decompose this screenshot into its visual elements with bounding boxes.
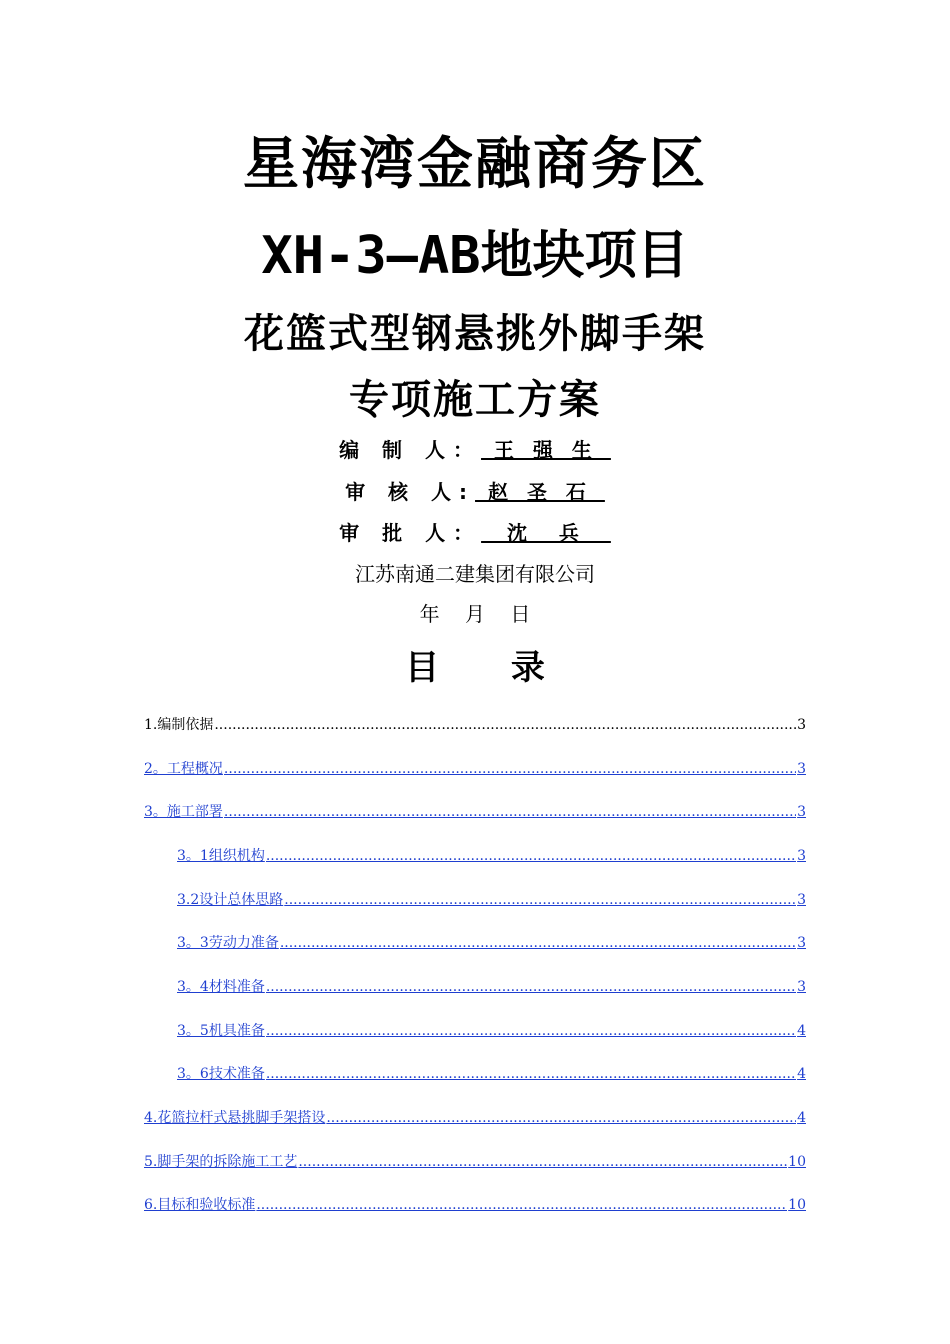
toc-entry[interactable] <box>177 846 806 866</box>
toc-entry-label: 3。施工部署 <box>144 804 223 820</box>
toc-entry[interactable] <box>177 1064 806 1084</box>
toc-entry-label: 3。4材料准备 <box>177 979 265 995</box>
toc-entry[interactable] <box>177 977 806 997</box>
toc-entry-label: 3。5机具准备 <box>177 1023 265 1039</box>
toc-entry-page: 10 <box>788 1197 806 1213</box>
cover-title-line-3: 花篮式型钢悬挑外脚手架 <box>244 310 706 357</box>
signature-compiler <box>0 436 950 464</box>
toc-entry-page: 3 <box>797 935 806 951</box>
toc-entry-page: 3 <box>797 717 806 733</box>
toc-entry-page: 4 <box>797 1066 806 1082</box>
toc-leader-dots <box>266 1021 796 1041</box>
toc-leader-dots <box>214 715 796 735</box>
toc-entry-label: 6.目标和验收标准 <box>144 1197 256 1213</box>
toc-entry <box>144 715 806 735</box>
toc-leader-dots <box>266 846 796 866</box>
toc-entry-page: 4 <box>797 1110 806 1126</box>
company-name: 江苏南通二建集团有限公司 <box>355 562 595 586</box>
toc-leader-dots <box>298 1152 787 1172</box>
cover-title-line-2: XH-3—AB地块项目 <box>261 226 689 286</box>
signature-reviewer <box>0 478 950 506</box>
toc-entry[interactable] <box>177 1021 806 1041</box>
toc-entry-page: 3 <box>797 761 806 777</box>
toc-leader-dots <box>326 1108 796 1128</box>
toc-entry[interactable] <box>144 802 806 822</box>
signature-label: 审 批 人： <box>339 521 482 545</box>
cover-title-line-1: 星海湾金融商务区 <box>243 131 707 197</box>
signature-label: 审 核 人: <box>345 480 476 504</box>
date-line: 年 月 日 <box>419 602 531 626</box>
toc-leader-dots <box>256 1195 787 1215</box>
toc-leader-dots <box>224 802 796 822</box>
toc-leader-dots <box>280 933 796 953</box>
toc-entry-label: 1.编制依据 <box>144 717 214 733</box>
signature-value: 沈 兵 <box>481 521 611 545</box>
signature-value: 赵 圣 石 <box>475 480 605 504</box>
toc-entry-label: 3.2设计总体思路 <box>177 892 284 908</box>
toc-leader-dots <box>224 759 796 779</box>
cover-title-line-4: 专项施工方案 <box>349 376 601 423</box>
toc-heading: 目 录 <box>405 648 575 688</box>
toc-entry-page: 10 <box>788 1154 806 1170</box>
toc-leader-dots <box>266 1064 796 1084</box>
toc-entry-label: 2。工程概况 <box>144 761 223 777</box>
toc-entry[interactable] <box>144 1195 806 1215</box>
toc-entry-label: 3。3劳动力准备 <box>177 935 279 951</box>
toc-leader-dots <box>284 890 796 910</box>
toc-leader-dots <box>266 977 796 997</box>
toc-entry-label: 3。6技术准备 <box>177 1066 265 1082</box>
toc-entry-label: 5.脚手架的拆除施工工艺 <box>144 1154 298 1170</box>
toc-entry[interactable] <box>144 759 806 779</box>
toc-entry-page: 3 <box>797 979 806 995</box>
signature-value: 王 强 生 <box>481 438 611 462</box>
toc-entry[interactable] <box>177 933 806 953</box>
toc-entry-page: 3 <box>797 892 806 908</box>
toc-entry[interactable] <box>144 1108 806 1128</box>
signature-approver <box>0 519 950 547</box>
toc-entry[interactable] <box>144 1152 806 1172</box>
toc-entry-label: 3。1组织机构 <box>177 848 265 864</box>
toc-entry[interactable] <box>177 890 806 910</box>
toc-entry-page: 4 <box>797 1023 806 1039</box>
toc-entry-label: 4.花篮拉杆式悬挑脚手架搭设 <box>144 1110 326 1126</box>
toc-entry-page: 3 <box>797 848 806 864</box>
toc-entry-page: 3 <box>797 804 806 820</box>
signature-label: 编 制 人： <box>339 438 482 462</box>
